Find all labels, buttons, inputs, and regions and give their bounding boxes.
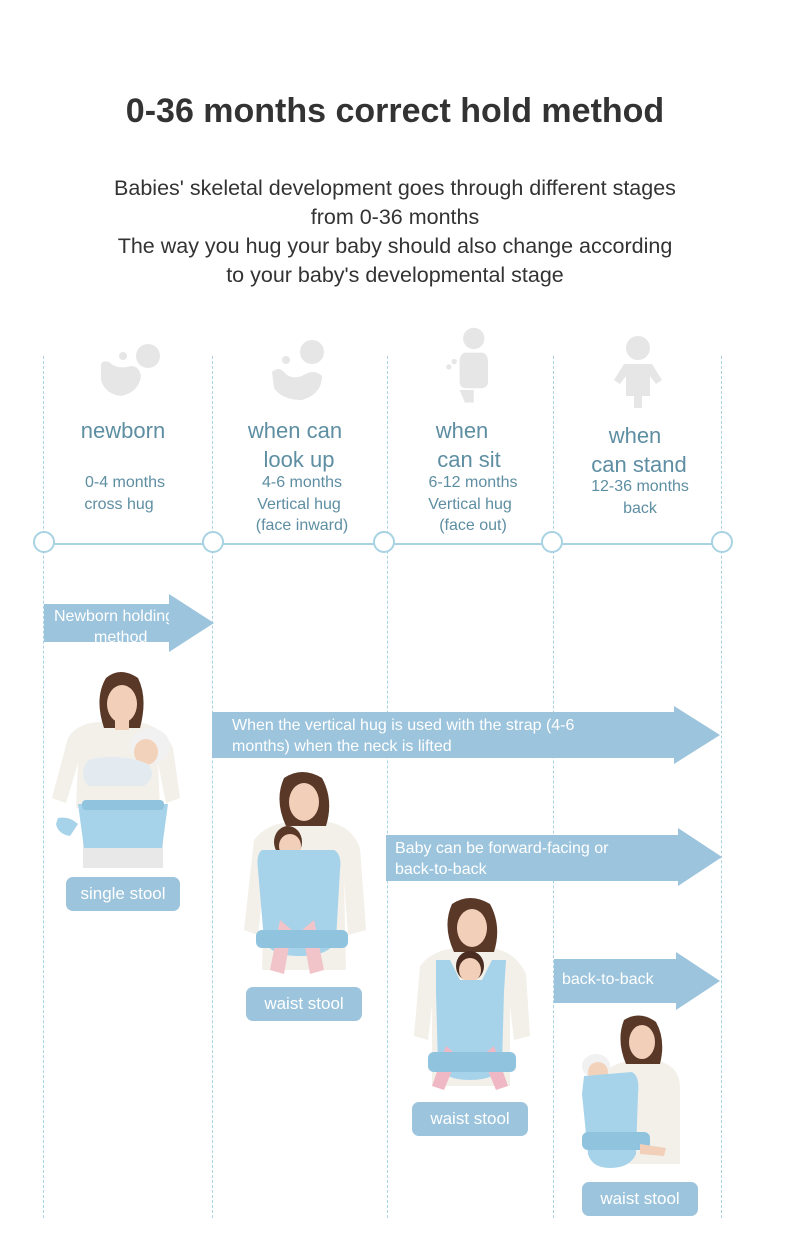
back-carry-photo	[576, 1014, 686, 1184]
timeline-node	[33, 531, 55, 553]
stage-hold: Vertical hug	[257, 496, 341, 513]
stage-age: 4-6 months	[261, 474, 343, 491]
arrow-text: Baby can be forward-facing or	[395, 840, 609, 857]
stage-age: 0-4 months	[84, 474, 166, 491]
intro-line-2: from 0-36 months	[310, 205, 480, 229]
baby-look-up-icon	[262, 336, 334, 416]
timeline-divider	[721, 356, 722, 1218]
newborn-baby-icon	[93, 336, 165, 416]
timeline-divider	[43, 356, 44, 1218]
stage-hold: back	[623, 500, 657, 517]
baby-standing-icon	[604, 334, 676, 414]
arrow-text: Newborn holding	[54, 608, 175, 625]
stage-title-line2: look up	[263, 447, 335, 472]
stage-title: when can	[247, 418, 343, 443]
timeline-divider	[387, 356, 388, 1218]
stage-title-line2: can sit	[437, 447, 501, 472]
stage-hold-detail: (face out)	[439, 517, 507, 534]
vertical-hug-inward-photo	[240, 770, 370, 990]
arrow-text: When the vertical hug is used with the strap (4-6	[232, 717, 575, 734]
single-stool-label: single stool	[66, 877, 180, 911]
arrow-text-line2: months) when the neck is lifted	[232, 738, 452, 755]
waist-stool-label: waist stool	[246, 987, 362, 1021]
page-title: 0-36 months correct hold method	[125, 92, 665, 130]
newborn-cross-hug-photo	[48, 668, 188, 868]
stage-age: 6-12 months	[428, 474, 518, 491]
timeline-divider	[212, 356, 213, 1218]
stage-title: when	[608, 423, 662, 448]
baby-sitting-icon	[436, 326, 508, 406]
intro-line-3: The way you hug your baby should also change according	[117, 234, 673, 258]
stage-title: when	[435, 418, 489, 443]
arrow-text-line2: method	[94, 629, 148, 646]
vertical-hug-arrow	[212, 706, 720, 764]
stage-title: newborn	[80, 418, 166, 443]
intro-text	[40, 174, 750, 290]
arrow-text-line2: back-to-back	[395, 861, 487, 878]
stage-age: 12-36 months	[591, 478, 689, 495]
vertical-hug-outward-photo	[410, 896, 535, 1101]
newborn-method-arrow	[44, 594, 214, 652]
arrow-text: back-to-back	[562, 971, 654, 988]
waist-stool-label: waist stool	[412, 1102, 528, 1136]
timeline-node	[711, 531, 733, 553]
stage-hold: cross hug	[84, 496, 154, 513]
timeline-node	[373, 531, 395, 553]
stage-hold-detail: (face inward)	[255, 517, 349, 534]
forward-facing-arrow	[386, 828, 722, 886]
intro-line-4: to your baby's developmental stage	[226, 263, 564, 287]
timeline-divider	[553, 356, 554, 1218]
stage-title-line2: can stand	[591, 452, 687, 477]
back-to-back-arrow	[554, 952, 720, 1010]
intro-line-1: Babies' skeletal development goes through different stages	[114, 176, 676, 200]
timeline-node	[541, 531, 563, 553]
stage-hold: Vertical hug	[428, 496, 512, 513]
timeline-node	[202, 531, 224, 553]
waist-stool-label: waist stool	[582, 1182, 698, 1216]
